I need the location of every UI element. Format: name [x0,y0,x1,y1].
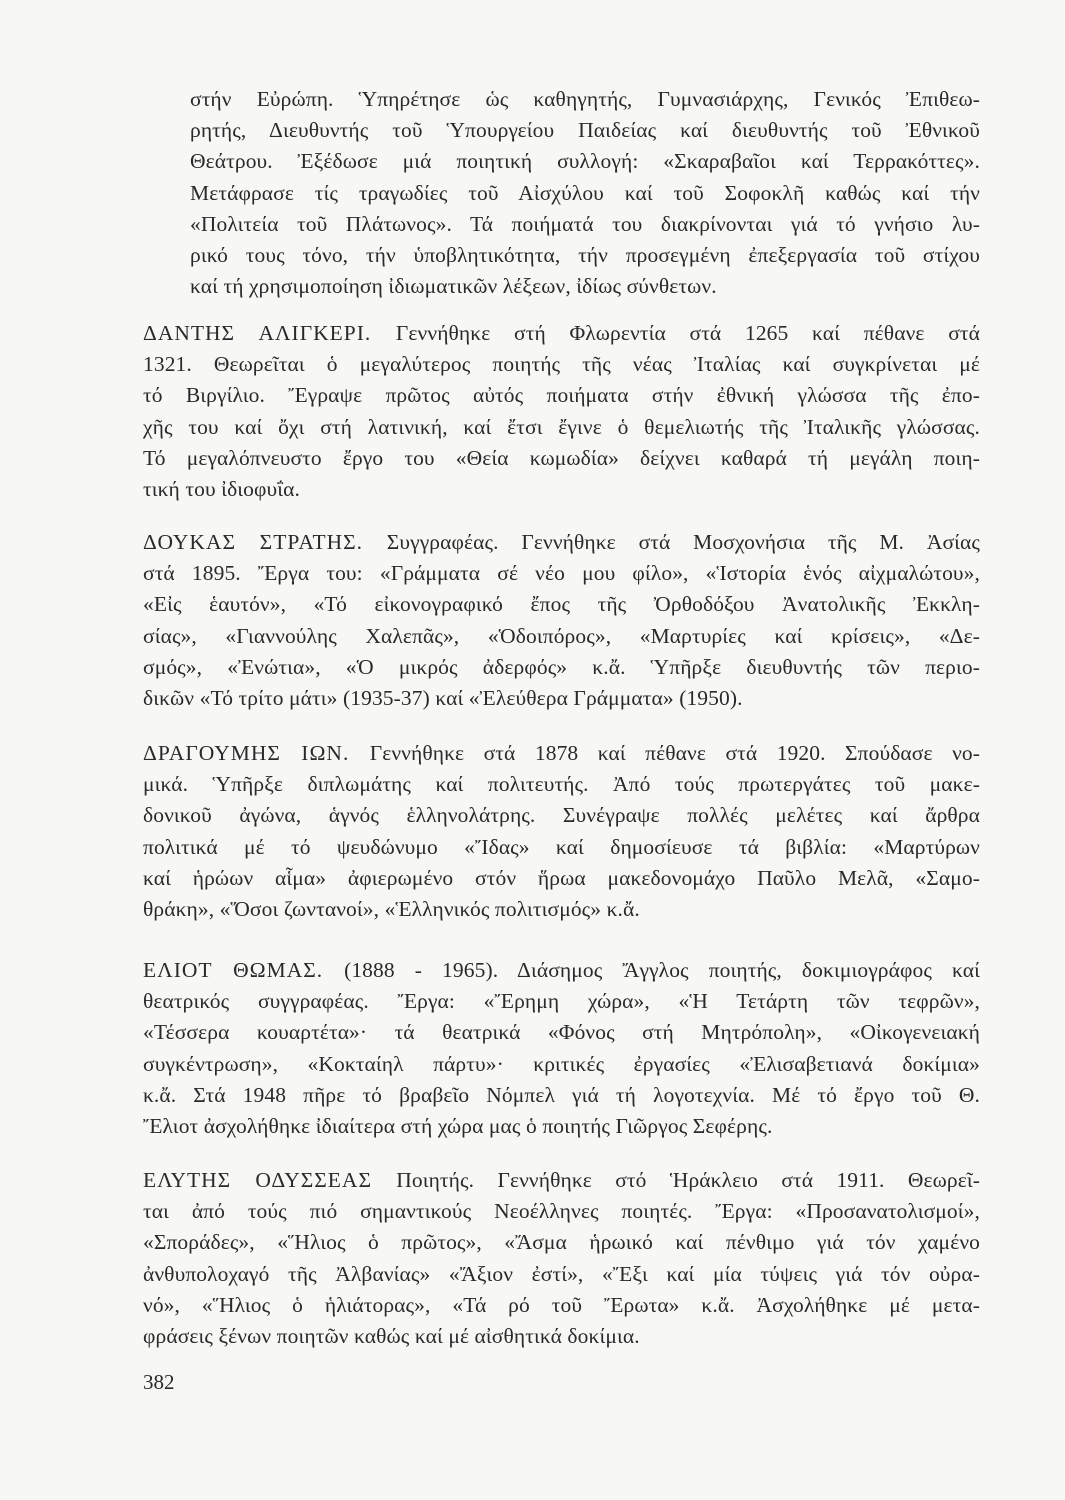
line-text: Γεννήθηκε στά 1878 καί πέθανε στά 1920. Σπούδασε νο- [369,741,980,765]
entry-heading: ΔΑΝΤΗΣ ΑΛΙΓΚΕΡΙ. [143,321,396,345]
paragraph-4 [143,955,980,1142]
text-line [143,558,980,589]
text-line [190,240,980,271]
text-line [143,349,980,380]
line-text: στήν Εὐρώπη. Ὑπηρέτησε ὡς καθηγητής, Γυμνασιάρχης, Γενικός Ἐπιθεω- [190,87,980,111]
line-text: καί τή χρησιμοποίηση ἰδιωματικῶν λέξεων, ἰδίως σύνθετων. [190,274,717,299]
paragraph-5 [143,1165,980,1352]
line-text: μικά. Ὑπῆρξε διπλωμάτης καί πολιτευτής. Ἀπό τούς πρωτεργάτες τοῦ μακε- [143,772,980,797]
text-line [143,955,980,986]
line-text: «Σποράδες», «Ἥλιος ὁ πρῶτος», «Ἄσμα ἡρωικό καί πένθιμο γιά τόν χαμένο [143,1230,980,1255]
line-text: Θεάτρου. Ἐξέδωσε μιά ποιητική συλλογή: «Σκαραβαῖοι καί Τερρακόττες». [190,149,980,174]
text-line [143,318,980,349]
line-text: σμός», «Ἐνώτια», «Ὁ μικρός ἀδερφός» κ.ἄ. Ὑπῆρξε διευθυντής τῶν περιο- [143,654,980,679]
text-line [143,621,980,652]
line-text: θεατρικός συγγραφέας. Ἔργα: «Ἔρημη χώρα», «Ἡ Τετάρτη τῶν τεφρῶν», [143,989,980,1014]
line-text: νό», «Ἥλιος ὁ ἡλιάτορας», «Τά ρό τοῦ Ἔρωτα» κ.ἄ. Ἀσχολήθηκε μέ μετα- [143,1292,980,1317]
line-text: ἀνθυπολοχαγό τῆς Ἀλβανίας» «Ἄξιον ἐστί», «Ἔξι καί μία τύψεις γιά τόν οὐρα- [143,1261,980,1286]
line-text: ται ἀπό τούς πιό σημαντικούς Νεοέλληνες ποιητές. Ἔργα: «Προσανατολισμοί», [143,1199,980,1224]
line-text: δικῶν «Τό τρίτο μάτι» (1935-37) καί «Ἐλεύθερα Γράμματα» (1950). [143,686,743,711]
line-text: δονικοῦ ἀγώνα, ἁγνός ἑλληνολάτρης. Συνέγραψε πολλές μελέτες καί ἄρθρα [143,803,980,828]
paragraph-0 [190,84,980,302]
text-line [143,683,980,714]
text-line [143,1196,980,1227]
entry-heading: ΕΛΥΤΗΣ ΟΔΥΣΣΕΑΣ [143,1168,397,1192]
line-text: τό Βιργίλιο. Ἔγραψε πρῶτος αὐτός ποιήματα στήν ἐθνική γλώσσα τῆς ἐπο- [143,383,980,408]
text-line [190,209,980,240]
line-text: Τό μεγαλόπνευστο ἔργο του «Θεία κωμωδία» δείχνει καθαρά τή μεγάλη ποιη- [143,445,980,470]
paragraph-3 [143,738,980,925]
line-text: Ἔλιοτ ἀσχολήθηκε ἰδιαίτερα στή χώρα μας ὁ ποιητής Γιῶργος Σεφέρης. [143,1114,773,1139]
text-line [143,1165,980,1196]
line-text: (1888 - 1965). Διάσημος Ἄγγλος ποιητής, δοκιμιογράφος καί [344,958,980,982]
text-line [143,800,980,831]
line-text: ρικό τους τόνο, τήν ὑποβλητικότητα, τήν προσεγμένη ἐπεξεργασία τοῦ στίχου [190,243,980,268]
line-text: καί ἡρώων αἷμα» ἀφιερωμένο στόν ἥρωα μακεδονομάχο Παῦλο Μελᾶ, «Σαμο- [143,865,980,890]
line-text: «Τέσσερα κουαρτέτα»· τά θεατρικά «Φόνος στή Μητρόπολη», «Οἰκογενειακή [143,1020,980,1045]
text-line [143,1111,980,1142]
line-text: φράσεις ξένων ποιητῶν καθώς καί μέ αἰσθητικά δοκίμια. [143,1324,640,1349]
line-text: στά 1895. Ἔργα του: «Γράμματα σέ νέο μου φίλο», «Ἱστορία ἑνός αἰχμαλώτου», [143,561,980,586]
text-line [143,652,980,683]
text-line [143,412,980,443]
text-line [143,1080,980,1111]
line-text: χῆς του καί ὄχι στή λατινική, καί ἔτσι ἔγινε ὁ θεμελιωτής τῆς Ἰταλικῆς γλώσσας. [143,414,980,439]
text-line [190,115,980,146]
line-text: συγκέντρωση», «Κοκταίηλ πάρτυ»· κριτικές ἐργασίες «Ἐλισαβετιανά δοκίμια» [143,1051,980,1076]
line-text: «Πολιτεία τοῦ Πλάτωνος». Τά ποιήματά του διακρίνονται γιά τό γνήσιο λυ- [190,211,980,236]
paragraph-2 [143,527,980,714]
paragraph-1 [143,318,980,505]
page-number: 382 [143,1370,175,1394]
line-text: θράκη», «Ὅσοι ζωντανοί», «Ἑλληνικός πολιτισμός» κ.ἄ. [143,897,640,922]
line-text: Συγγραφέας. Γεννήθηκε στά Μοσχονήσια τῆς Μ. Ἀσίας [386,530,980,554]
text-line [143,894,980,925]
text-line [190,146,980,177]
text-line [143,769,980,800]
text-line [143,380,980,411]
text-line [143,863,980,894]
line-text: σίας», «Γιαννούλης Χαλεπᾶς», «Ὁδοιπόρος», «Μαρτυρίες καί κρίσεις», «Δε- [143,623,980,648]
text-line [190,84,980,115]
line-text: ρητής, Διευθυντής τοῦ Ὑπουργείου Παιδείας καί διευθυντής τοῦ Ἐθνικοῦ [190,118,980,143]
text-line [143,1321,980,1352]
text-line [143,527,980,558]
text-line [143,738,980,769]
line-text: Ποιητής. Γεννήθηκε στό Ἡράκλειο στά 1911. Θεωρεῖ- [396,1168,980,1192]
text-line [143,1017,980,1048]
line-text: τική του ἰδιοφυΐα. [143,477,301,502]
text-line [190,178,980,209]
text-line [143,1290,980,1321]
line-text: πολιτικά μέ τό ψευδώνυμο «Ἴδας» καί δημοσίευσε τά βιβλία: «Μαρτύρων [143,834,980,859]
text-line [143,1227,980,1258]
text-line [143,1259,980,1290]
text-line [143,986,980,1017]
text-line [143,589,980,620]
entry-heading: ΔΟΥΚΑΣ ΣΤΡΑΤΗΣ. [143,530,387,554]
line-text: κ.ἄ. Στά 1948 πῆρε τό βραβεῖο Νόμπελ γιά τή λογοτεχνία. Μέ τό ἔργο τοῦ Θ. [143,1082,980,1107]
text-line [143,443,980,474]
entry-heading: ΕΛΙΟΤ ΘΩΜΑΣ. [143,958,345,982]
line-text: «Εἰς ἑαυτόν», «Τό εἰκονογραφικό ἔπος τῆς Ὀρθοδόξου Ἀνατολικῆς Ἐκκλη- [143,592,980,617]
line-text: 1321. Θεωρεῖται ὁ μεγαλύτερος ποιητής τῆς νέας Ἰταλίας καί συγκρίνεται μέ [143,352,980,377]
text-line [143,474,980,505]
text-line [143,1049,980,1080]
line-text: Γεννήθηκε στή Φλωρεντία στά 1265 καί πέθανε στά [395,321,980,345]
line-text: Μετάφρασε τίς τραγωδίες τοῦ Αἰσχύλου καί τοῦ Σοφοκλῆ καθώς καί τήν [190,180,980,205]
entry-heading: ΔΡΑΓΟΥΜΗΣ ΙΩΝ. [143,741,370,765]
text-line [190,271,980,302]
text-line [143,832,980,863]
